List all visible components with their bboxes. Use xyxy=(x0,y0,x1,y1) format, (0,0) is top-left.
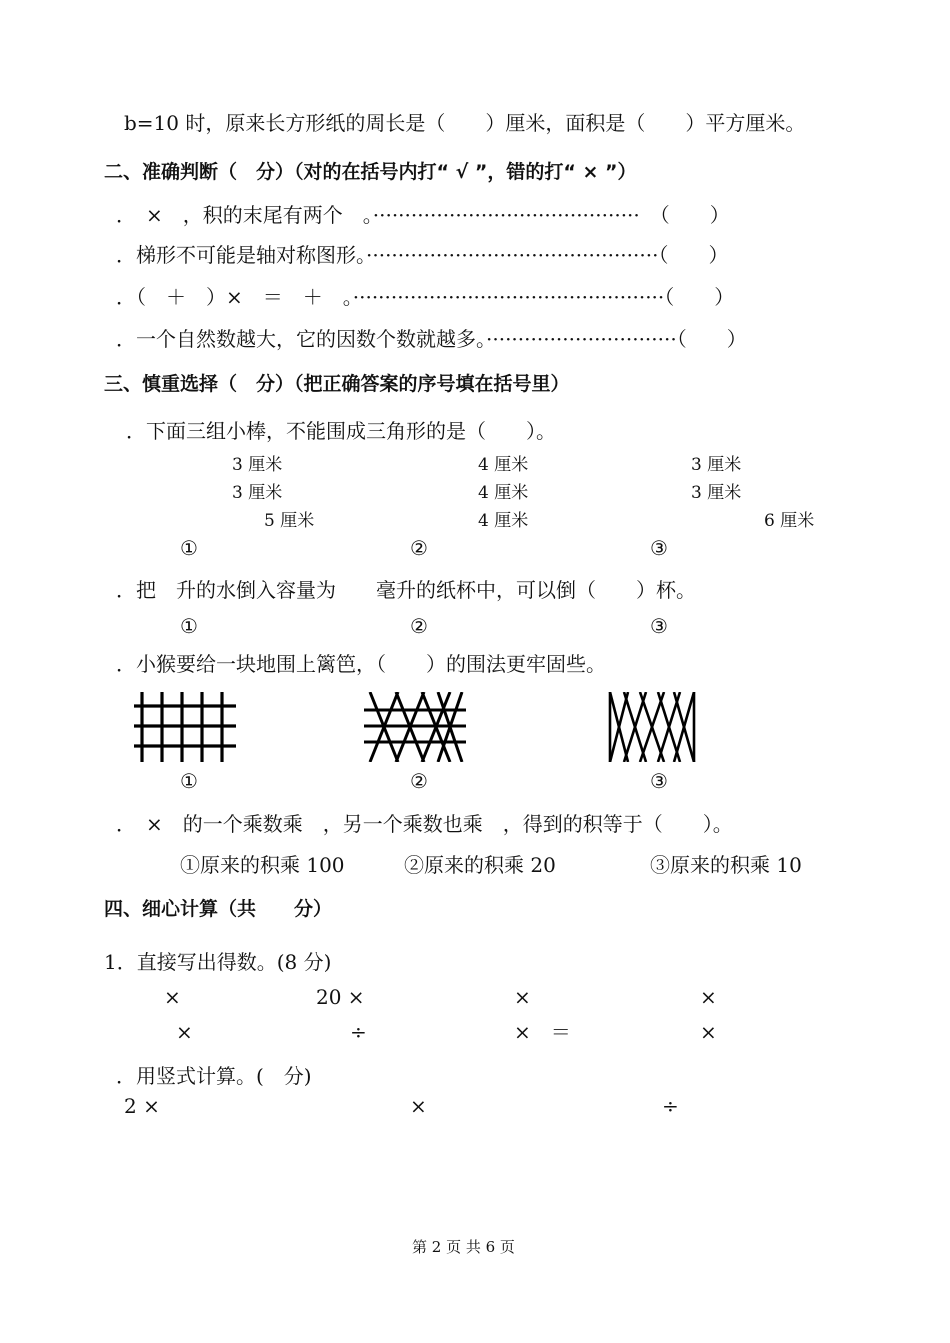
calc-row2-item4: × xyxy=(700,1020,717,1044)
q2-option-2: ② xyxy=(410,614,428,638)
stick-group-1-c: 5 厘米 xyxy=(264,511,315,531)
section-2-heading: 二、准确判断（ 分）（对的在括号内打“ √ ”，错的打“ × ”） xyxy=(104,161,637,183)
stick-group-2-a: 4 厘米 xyxy=(478,455,529,475)
calc-q1-text: 1．直接写出得数。(8 分) xyxy=(104,950,332,974)
vertical-calc-item2: × xyxy=(410,1094,427,1118)
q1-option-2: ② xyxy=(410,536,428,560)
stick-group-1-b: 3 厘米 xyxy=(232,483,283,503)
q4-option-1: ①原来的积乘 100 xyxy=(180,853,345,877)
calc-q2-text: ．用竖式计算。( 分) xyxy=(116,1064,312,1088)
choice-q2-text: ．把 升的水倒入容量为 毫升的纸杯中，可以倒（ ）杯。 xyxy=(116,578,696,602)
stick-group-3-c: 6 厘米 xyxy=(764,511,815,531)
stick-group-2-c: 4 厘米 xyxy=(478,511,529,531)
stick-group-3-a: 3 厘米 xyxy=(691,455,742,475)
q4-option-2: ②原来的积乘 20 xyxy=(404,853,556,877)
stick-group-3-b: 3 厘米 xyxy=(691,483,742,503)
stick-group-2-b: 4 厘米 xyxy=(478,483,529,503)
section-4-heading: 四、细心计算（共 分） xyxy=(104,898,333,920)
judge-item-2: ．梯形不可能是轴对称图形。··············································（ ） xyxy=(116,243,729,267)
fence-lattice-figure xyxy=(606,692,698,762)
q3-option-3: ③ xyxy=(650,769,668,793)
vertical-calc-item1: 2 × xyxy=(124,1094,160,1118)
intro-line: b=10 时，原来长方形纸的周长是（ ）厘米，面积是（ ）平方厘米。 xyxy=(124,111,806,135)
calc-row1-item3: × xyxy=(514,985,531,1009)
calc-row2-item1: × xyxy=(176,1020,193,1044)
q3-option-2: ② xyxy=(410,769,428,793)
fence-cross-bar-figure xyxy=(364,692,466,762)
vertical-calc-item3: ÷ xyxy=(662,1094,679,1118)
choice-q3-text: ．小猴要给一块地围上篱笆，（ ）的围法更牢固些。 xyxy=(116,652,606,676)
judge-item-4: ．一个自然数越大，它的因数个数就越多。······························（ ） xyxy=(116,327,747,351)
calc-row2-item3: × ＝ xyxy=(514,1020,571,1044)
choice-q4-text: ． × 的一个乘数乘 ，另一个乘数也乘 ，得到的积等于（ ）。 xyxy=(116,812,733,836)
q2-option-3: ③ xyxy=(650,614,668,638)
judge-item-3: ．（ ＋ ）× ＝ ＋ 。·················································（ ） xyxy=(116,285,735,309)
section-3-heading: 三、慎重选择（ 分）（把正确答案的序号填在括号里） xyxy=(104,373,570,395)
q3-option-1: ① xyxy=(180,769,198,793)
fence-grid-figure xyxy=(134,692,236,762)
calc-row1-item1: × xyxy=(164,985,181,1009)
calc-row1-item2: 20 × xyxy=(316,985,365,1009)
q2-option-1: ① xyxy=(180,614,198,638)
judge-item-1: ． × ，积的末尾有两个 。·········································· （ ） xyxy=(116,203,730,227)
q1-option-3: ③ xyxy=(650,536,668,560)
stick-group-1-a: 3 厘米 xyxy=(232,455,283,475)
page-footer: 第 2 页 共 6 页 xyxy=(412,1238,515,1256)
calc-row2-item2: ÷ xyxy=(350,1020,367,1044)
calc-row1-item4: × xyxy=(700,985,717,1009)
choice-q1-text: ．下面三组小棒，不能围成三角形的是（ ）。 xyxy=(126,419,556,443)
q4-option-3: ③原来的积乘 10 xyxy=(650,853,802,877)
q1-option-1: ① xyxy=(180,536,198,560)
